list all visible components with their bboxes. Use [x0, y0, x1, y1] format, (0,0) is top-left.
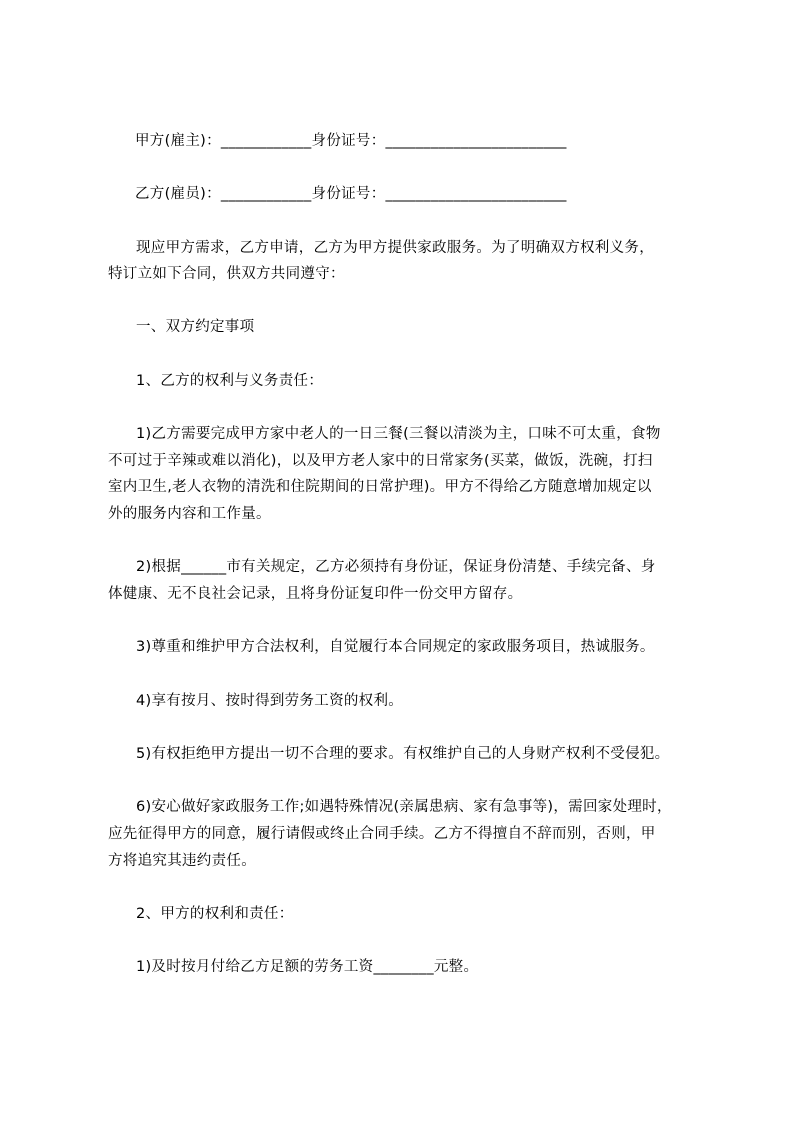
item-6-line-3: 方将追究其违约责任。: [108, 853, 256, 869]
item-5: 5)有权拒绝甲方提出一切不合理的要求。有权维护自己的人身财产权利不受侵犯。: [136, 746, 670, 762]
section-1-heading: 一、双方约定事项: [136, 319, 255, 335]
item-1-line-4: 外的服务内容和工作量。: [108, 506, 271, 522]
sub-2-item-1: 1)及时按月付给乙方足额的劳务工资________元整。: [136, 959, 479, 975]
sub-2-heading: 2、甲方的权利和责任：: [136, 906, 294, 922]
item-1-line-3: 室内卫生,老人衣物的清洗和住院期间的日常护理)。甲方不得给乙方随意增加规定以: [108, 479, 652, 495]
item-4: 4)享有按月、按时得到劳务工资的权利。: [136, 693, 404, 709]
item-2-line-2: 体健康、无不良社会记录，且将身份证复印件一份交甲方留存。: [108, 586, 523, 602]
item-1-line-2: 不可过于辛辣或难以消化)，以及甲方老人家中的日常家务(买菜，做饭，洗碗，打扫: [108, 453, 653, 469]
item-3: 3)尊重和维护甲方合法权利，自觉履行本合同规定的家政服务项目，热诚服务。: [136, 639, 655, 655]
preamble-line-1: 现应甲方需求，乙方申请，乙方为甲方提供家政服务。为了明确双方权利义务，: [136, 240, 654, 256]
item-1-line-1: 1)乙方需要完成甲方家中老人的一日三餐(三餐以清淡为主，口味不可太重，食物: [136, 426, 661, 442]
preamble-line-2: 特订立如下合同，供双方共同遵守：: [108, 266, 345, 282]
item-6-line-1: 6)安心做好家政服务工作;如遇特殊情况(亲属患病、家有急事等)，需回家处理时，: [136, 799, 672, 815]
party-b-line: 乙方(雇员)：____________身份证号：________________________: [135, 186, 567, 202]
sub-1-heading: 1、乙方的权利与义务责任：: [136, 373, 324, 389]
item-6-line-2: 应先征得甲方的同意，履行请假或终止合同手续。乙方不得擅自不辞而别，否则，甲: [108, 826, 656, 842]
item-2-line-1: 2)根据______市有关规定，乙方必须持有身份证，保证身份清楚、手续完备、身: [136, 559, 656, 575]
party-a-line: 甲方(雇主)：____________身份证号：________________________: [135, 133, 567, 149]
